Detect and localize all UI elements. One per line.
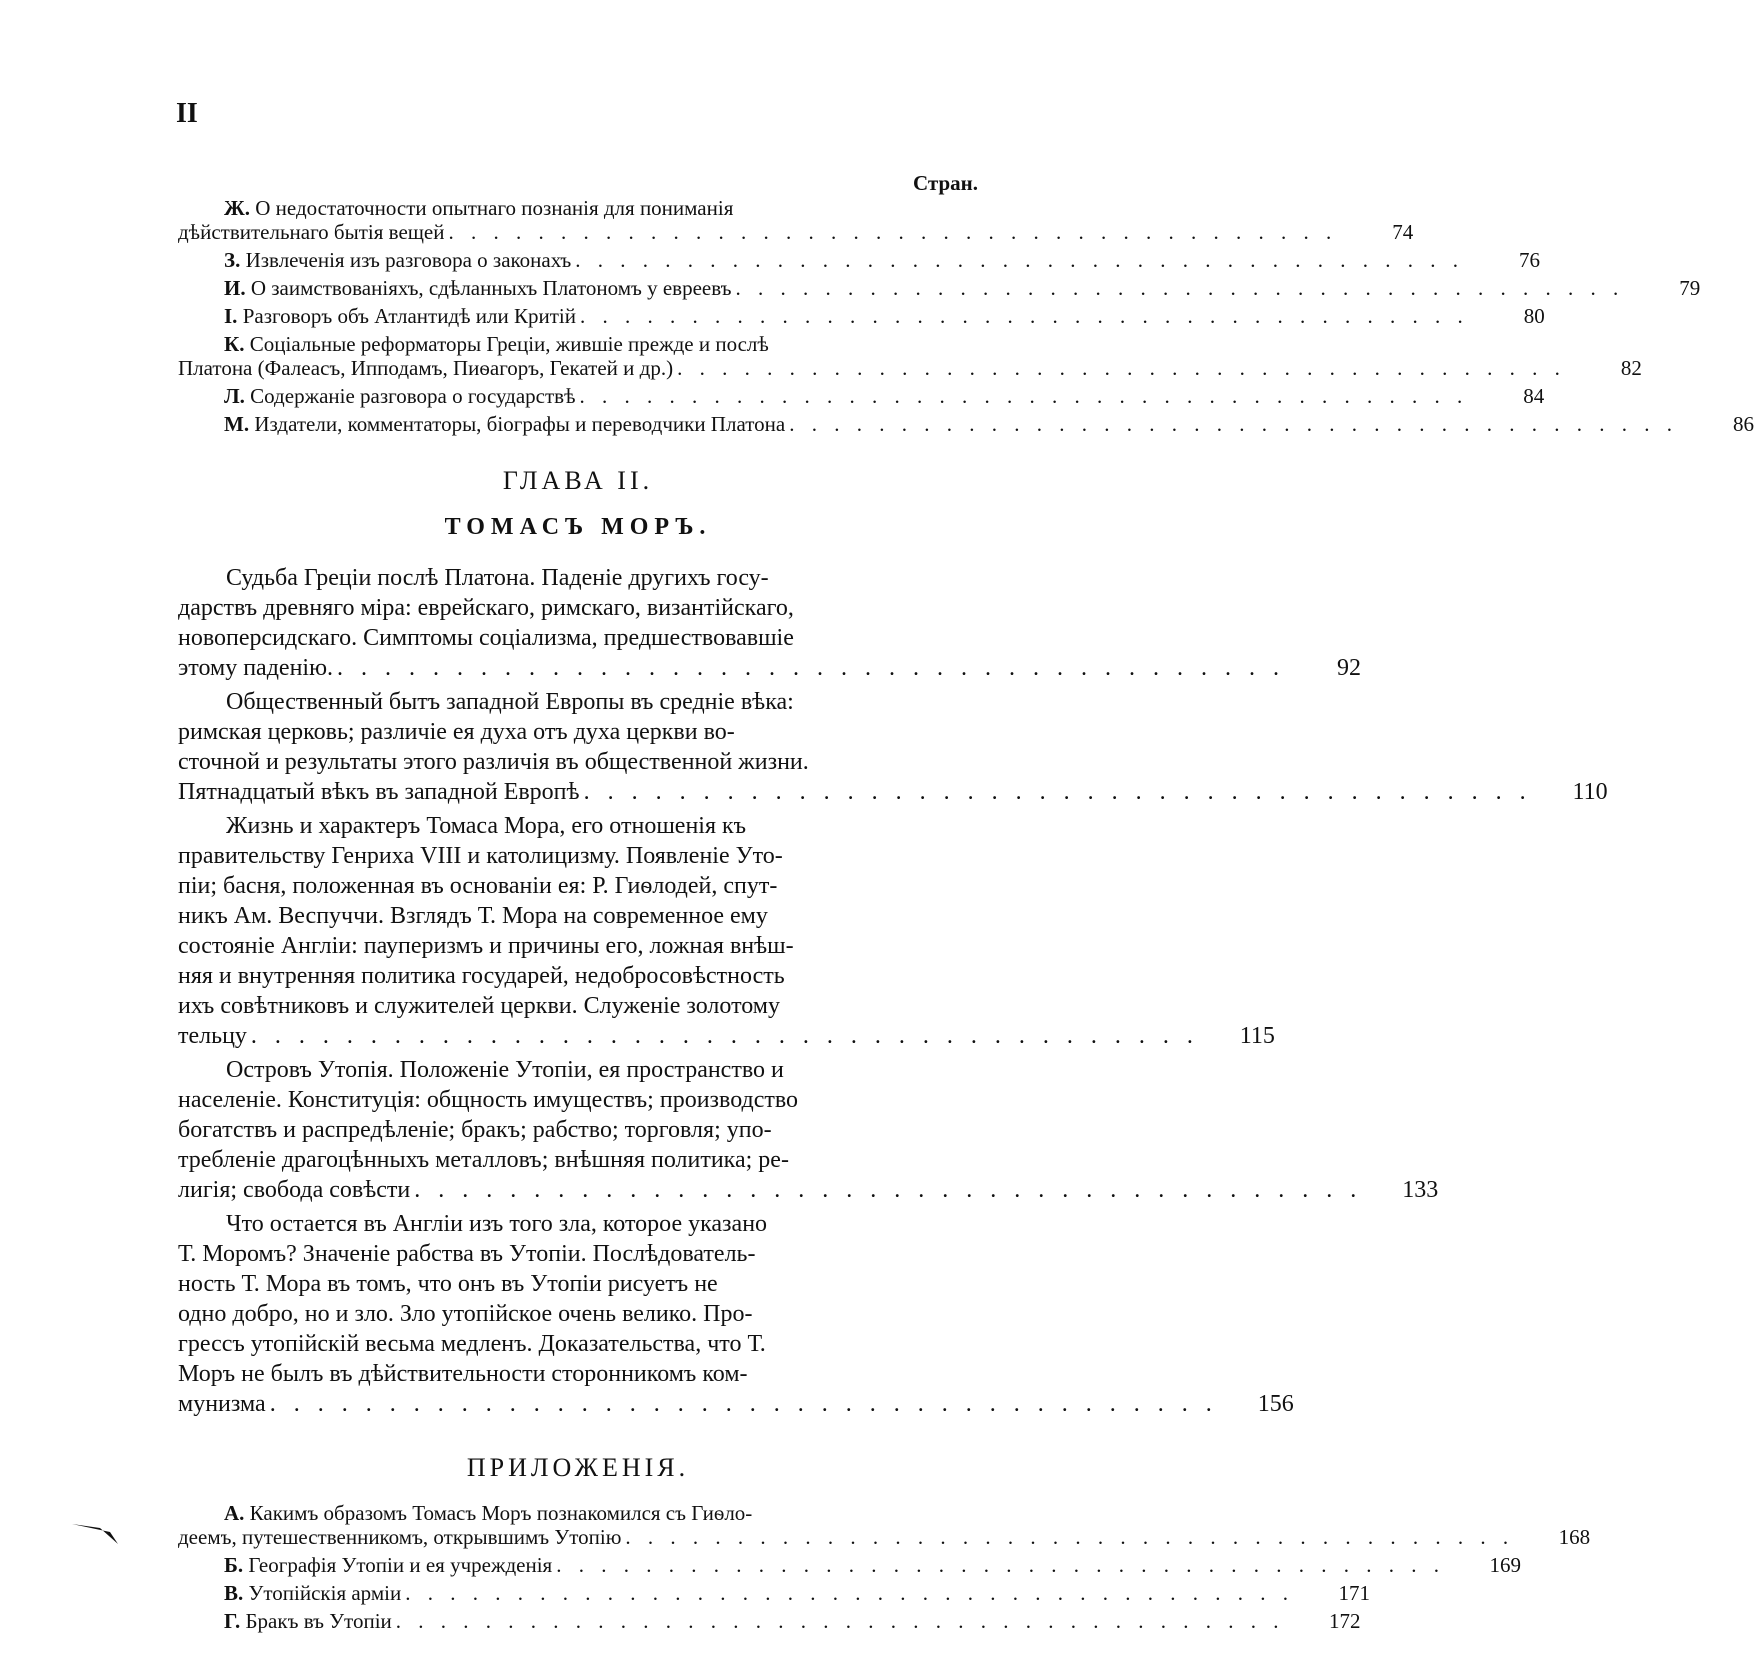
section-line: [178, 593, 978, 623]
section-line: [178, 777, 1608, 807]
section-line: [178, 1145, 978, 1175]
toc-entry-text: М. Издатели, комментаторы, біографы и переводчики Платона: [224, 412, 786, 436]
leader-dots: . . . . . . . . . . . . . . . . . . . . . . . . . . . . . . . . . . . . . . . .: [556, 1553, 1445, 1577]
leader-dots: . . . . . . . . . . . . . . . . . . . . . . . . . . . . . . . . . . . . . . . .: [395, 1609, 1285, 1633]
toc-entry: [178, 248, 1541, 272]
toc-entry-text: деемъ, путешественникомъ, открывшимъ Утопію: [178, 1525, 622, 1549]
section-line: [178, 1329, 978, 1359]
chapter-section: [178, 687, 1608, 807]
leader-dots: . . . . . . . . . . . . . . . . . . . . . . . . . . . . . . . . . . . . . . . .: [269, 1391, 1218, 1417]
section-line: [178, 1175, 1439, 1205]
toc-page-number: 84: [1523, 384, 1545, 408]
toc-page-number: 79: [1679, 276, 1701, 300]
toc-line: [178, 248, 1541, 272]
section-text: Что остается въ Англіи изъ того зла, которое указано: [226, 1211, 768, 1237]
toc-entry-letter: Г.: [224, 1609, 241, 1633]
toc-entry-letter: З.: [224, 248, 241, 272]
section-line: [178, 623, 978, 653]
section-text: Общественный бытъ западной Европы въ средніе вѣка:: [226, 689, 794, 715]
toc-entry: [178, 332, 1642, 380]
section-line: [178, 1021, 1275, 1051]
toc-page-number: 82: [1620, 356, 1642, 380]
toc-line: [178, 1553, 1521, 1577]
section-text: требленіе драгоцѣнныхъ металловъ; внѣшняя политика; ре-: [178, 1147, 789, 1173]
toc-entry-text: З. Извлеченія изъ разговора о законахъ: [224, 248, 572, 272]
section-text: населеніе. Конституція: общность имуществъ; производство: [178, 1087, 799, 1113]
section-line: [178, 747, 978, 777]
table-of-contents: [178, 170, 1754, 1637]
leader-dots: . . . . . . . . . . . . . . . . . . . . . . . . . . . . . . . . . . . . . . . .: [580, 304, 1469, 328]
toc-entry: [178, 276, 1701, 300]
leader-dots: . . . . . . . . . . . . . . . . . . . . . . . . . . . . . . . . . . . . . . . .: [448, 220, 1338, 244]
toc-entry-letter: Ж.: [224, 196, 251, 220]
section-line: [178, 901, 978, 931]
section-line: [178, 1055, 978, 1085]
section-text: Судьба Греціи послѣ Платона. Паденіе другихъ госу-: [226, 565, 769, 591]
toc-entry-text: дѣйствительнаго бытія вещей: [178, 220, 445, 244]
toc-entry-letter: М.: [224, 412, 250, 436]
toc-entry-text: Б. Географія Утопіи и ея учрежденія: [224, 1553, 553, 1577]
leader-dots: . . . . . . . . . . . . . . . . . . . . . . . . . . . . . . . . . . . . . . . .: [625, 1525, 1515, 1549]
toc-line: [178, 1525, 1591, 1549]
toc-page-number: 74: [1392, 220, 1414, 244]
section-text: ность Т. Мора въ томъ, что онъ въ Утопіи рисуетъ не: [178, 1271, 718, 1297]
appendix-list-1: [178, 196, 1754, 436]
toc-entry-text: И. О заимствованіяхъ, сдѣланныхъ Платономъ у евреевъ: [224, 276, 732, 300]
toc-entry-letter: К.: [224, 332, 245, 356]
page-column-header: Стран.: [913, 171, 978, 195]
section-line: [178, 717, 978, 747]
section-text: дарствъ древняго міра: еврейскаго, римскаго, византійскаго,: [178, 595, 794, 621]
toc-entry: [178, 196, 1414, 244]
chapter-label: ГЛАВА II.: [502, 466, 654, 495]
section-line: [178, 841, 978, 871]
toc-entry-letter: И.: [224, 276, 246, 300]
section-page-number: 92: [1337, 655, 1362, 681]
section-line: [178, 931, 978, 961]
section-text: ихъ совѣтниковъ и служителей церкви. Служеніе золотому: [178, 993, 780, 1019]
toc-entry: [178, 1553, 1521, 1577]
chapter-section: [178, 563, 1362, 683]
toc-entry-text: I. Разговоръ объ Атлантидѣ или Критій: [224, 304, 576, 328]
toc-entry: [178, 304, 1545, 328]
toc-page-number: 80: [1523, 304, 1545, 328]
toc-entry-letter: В.: [224, 1581, 244, 1605]
toc-entry: [178, 1609, 1361, 1633]
section-line: [178, 563, 978, 593]
toc-entry-letter: I.: [224, 304, 238, 328]
toc-entry-text: Платона (Фалеасъ, Ипподамъ, Пиѳагоръ, Гекатей и др.): [178, 356, 674, 380]
leader-dots: . . . . . . . . . . . . . . . . . . . . . . . . . . . . . . . . . . . . . . . .: [405, 1581, 1294, 1605]
section-text: никъ Ам. Веспуччи. Взглядъ Т. Мора на современное ему: [178, 903, 768, 929]
section-text: римская церковь; различіе ея духа отъ духа церкви во-: [178, 719, 735, 745]
toc-line: [178, 196, 978, 220]
leader-dots: . . . . . . . . . . . . . . . . . . . . . . . . . . . . . . . . . . . . . . . .: [677, 356, 1566, 380]
section-line: [178, 1389, 1294, 1419]
ink-mark: [70, 1520, 130, 1550]
toc-entry-text: К. Соціальные реформаторы Греціи, жившіе прежде и послѣ: [224, 332, 769, 356]
toc-entry: [178, 1581, 1370, 1605]
leader-dots: . . . . . . . . . . . . . . . . . . . . . . . . . . . . . . . . . . . . . . . .: [583, 779, 1532, 805]
toc-line: [178, 220, 1414, 244]
toc-line: [178, 1581, 1370, 1605]
section-text: лигія; свобода совѣсти: [178, 1177, 411, 1203]
leader-dots: . . . . . . . . . . . . . . . . . . . . . . . . . . . . . . . . . . . . . . . .: [414, 1177, 1363, 1203]
toc-page-number: 172: [1329, 1609, 1361, 1633]
toc-line: [178, 1609, 1361, 1633]
section-text: піи; басня, положенная въ основаніи ея: Р. Гиѳлодей, спут-: [178, 873, 778, 899]
section-text: состояніе Англіи: пауперизмъ и причины его, ложная внѣш-: [178, 933, 794, 959]
section-text: Т. Моромъ? Значеніе рабства въ Утопіи. Послѣдователь-: [178, 1241, 756, 1267]
toc-entry-letter: Л.: [224, 384, 245, 408]
section-line: [178, 871, 978, 901]
section-text: богатствъ и распредѣленіе; бракъ; рабство; торговля; упо-: [178, 1117, 772, 1143]
section-text: тельцу: [178, 1023, 247, 1049]
toc-page-number: 76: [1519, 248, 1541, 272]
toc-entry-letter: А.: [224, 1501, 245, 1525]
toc-entry-text: Ж. О недостаточности опытнаго познанія для пониманія: [224, 196, 734, 220]
section-page-number: 133: [1402, 1177, 1439, 1203]
page-number: II: [176, 98, 198, 129]
toc-line: [178, 304, 1545, 328]
toc-line: [178, 332, 978, 356]
section-line: [178, 961, 978, 991]
section-text: грессъ утопійскій весьма медленъ. Доказательства, что Т.: [178, 1331, 766, 1357]
section-line: [178, 1269, 978, 1299]
chapter-section: [178, 1055, 1439, 1205]
toc-line: [178, 1501, 978, 1525]
toc-entry: [178, 384, 1545, 408]
leader-dots: . . . . . . . . . . . . . . . . . . . . . . . . . . . . . . . . . . . . . . . .: [250, 1023, 1199, 1049]
appendix-list-2: [178, 1501, 1591, 1633]
toc-line: [178, 356, 1642, 380]
chapter-section: [178, 811, 1275, 1051]
toc-page-number: 169: [1489, 1553, 1521, 1577]
chapter-section: [178, 1209, 1294, 1419]
section-text: Жизнь и характеръ Томаса Мора, его отношенія къ: [226, 813, 747, 839]
toc-entry-text: А. Какимъ образомъ Томасъ Моръ познакомился съ Гиѳло-: [224, 1501, 753, 1525]
section-line: [178, 1239, 978, 1269]
toc-entry: [178, 412, 1754, 436]
section-line: [178, 811, 978, 841]
section-text: одно добро, но и зло. Зло утопійское очень велико. Про-: [178, 1301, 753, 1327]
toc-page-number: 86: [1732, 412, 1754, 436]
section-text: сточной и результаты этого различія въ общественной жизни.: [178, 749, 809, 775]
chapter-title: ТОМАСЪ МОРЪ.: [444, 514, 712, 540]
section-page-number: 115: [1239, 1023, 1275, 1049]
section-text: новоперсидскаго. Симптомы соціализма, предшествовавшіе: [178, 625, 794, 651]
section-line: [178, 991, 978, 1021]
toc-line: [178, 276, 1701, 300]
section-line: [178, 653, 1362, 683]
section-text: Моръ не былъ въ дѣйствительности сторонникомъ ком-: [178, 1361, 748, 1387]
appendices-title: ПРИЛОЖЕНІЯ.: [466, 1453, 690, 1482]
section-text: Островъ Утопія. Положеніе Утопіи, ея пространство и: [226, 1057, 784, 1083]
section-text: мунизма: [178, 1391, 266, 1417]
section-line: [178, 1209, 978, 1239]
section-page-number: 110: [1572, 779, 1608, 805]
toc-line: [178, 412, 1754, 436]
section-text: этому паденію.: [178, 655, 334, 681]
section-text: няя и внутренняя политика государей, недобросовѣстность: [178, 963, 785, 989]
toc-entry: [178, 1501, 1591, 1549]
toc-entry-text: Л. Содержаніе разговора о государствѣ: [224, 384, 576, 408]
section-page-number: 156: [1257, 1391, 1294, 1417]
section-text: Пятнадцатый вѣкъ въ западной Европѣ: [178, 779, 580, 805]
toc-page-number: 171: [1338, 1581, 1370, 1605]
leader-dots: . . . . . . . . . . . . . . . . . . . . . . . . . . . . . . . . . . . . . . . .: [579, 384, 1469, 408]
toc-entry-text: В. Утопійскія арміи: [224, 1581, 402, 1605]
toc-entry-text: Г. Бракъ въ Утопіи: [224, 1609, 392, 1633]
section-line: [178, 1085, 978, 1115]
leader-dots: . . . . . . . . . . . . . . . . . . . . . . . . . . . . . . . . . . . . . . . .: [575, 248, 1465, 272]
section-line: [178, 687, 978, 717]
section-line: [178, 1359, 978, 1389]
chapter-sections: [178, 563, 1608, 1419]
leader-dots: . . . . . . . . . . . . . . . . . . . . . . . . . . . . . . . . . . . . . . . .: [789, 412, 1678, 436]
section-text: правительству Генриха VIII и католицизму. Появленіе Уто-: [178, 843, 783, 869]
leader-dots: . . . . . . . . . . . . . . . . . . . . . . . . . . . . . . . . . . . . . . . .: [735, 276, 1625, 300]
section-line: [178, 1299, 978, 1329]
toc-page-number: 168: [1558, 1525, 1591, 1549]
toc-entry-letter: Б.: [224, 1553, 244, 1577]
section-line: [178, 1115, 978, 1145]
toc-line: [178, 384, 1545, 408]
leader-dots: . . . . . . . . . . . . . . . . . . . . . . . . . . . . . . . . . . . . . . . .: [337, 655, 1286, 681]
